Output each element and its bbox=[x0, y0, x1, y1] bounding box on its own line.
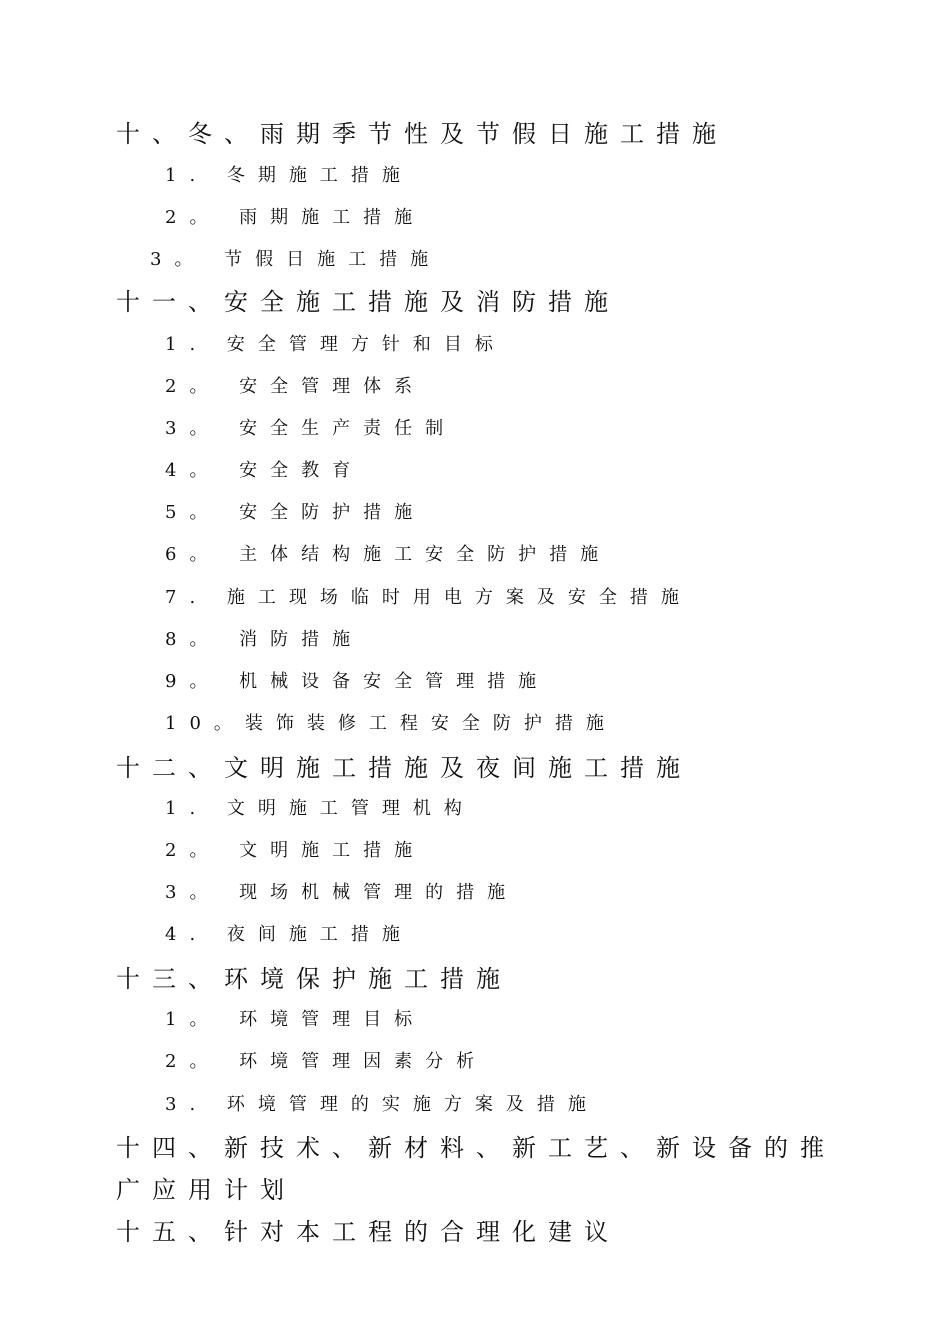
section-heading: 十三、环境保护施工措施 bbox=[116, 965, 512, 993]
subsection-item: 2。 安全管理体系 bbox=[165, 376, 426, 397]
section-heading: 十二、文明施工措施及夜间施工措施 bbox=[116, 754, 692, 782]
section-heading: 十、冬、雨期季节性及节假日施工措施 bbox=[116, 120, 728, 148]
subsection-item: 2。 雨期施工措施 bbox=[165, 207, 426, 228]
subsection-item: 4。 安全教育 bbox=[165, 460, 364, 481]
subsection-item: 3。 节假日施工措施 bbox=[150, 249, 442, 270]
subsection-item: 9。 机械设备安全管理措施 bbox=[165, 671, 550, 692]
subsection-item: 1. 冬期施工措施 bbox=[165, 165, 413, 186]
subsection-item: 10。装饰装修工程安全防护措施 bbox=[165, 713, 617, 734]
subsection-item: 5。 安全防护措施 bbox=[165, 502, 426, 523]
subsection-item: 2。 文明施工措施 bbox=[165, 840, 426, 861]
subsection-item: 8。 消防措施 bbox=[165, 629, 364, 650]
subsection-item: 4. 夜间施工措施 bbox=[165, 924, 413, 945]
section-heading: 十四、新技术、新材料、新工艺、新设备的推广应用计划 bbox=[116, 1134, 836, 1204]
section-heading: 十五、针对本工程的合理化建议 bbox=[116, 1218, 620, 1246]
subsection-item: 1。 环境管理目标 bbox=[165, 1009, 426, 1030]
subsection-item: 3. 环境管理的实施方案及措施 bbox=[165, 1094, 599, 1115]
subsection-item: 2。 环境管理因素分析 bbox=[165, 1051, 488, 1072]
subsection-item: 7. 施工现场临时用电方案及安全措施 bbox=[165, 587, 692, 608]
subsection-item: 1. 文明施工管理机构 bbox=[165, 798, 475, 819]
subsection-item: 3。 安全生产责任制 bbox=[165, 418, 457, 439]
subsection-item: 3。 现场机械管理的措施 bbox=[165, 882, 519, 903]
subsection-item: 1. 安全管理方针和目标 bbox=[165, 334, 506, 355]
section-heading: 十一、安全施工措施及消防措施 bbox=[116, 288, 620, 316]
subsection-item: 6。 主体结构施工安全防护措施 bbox=[165, 544, 612, 565]
